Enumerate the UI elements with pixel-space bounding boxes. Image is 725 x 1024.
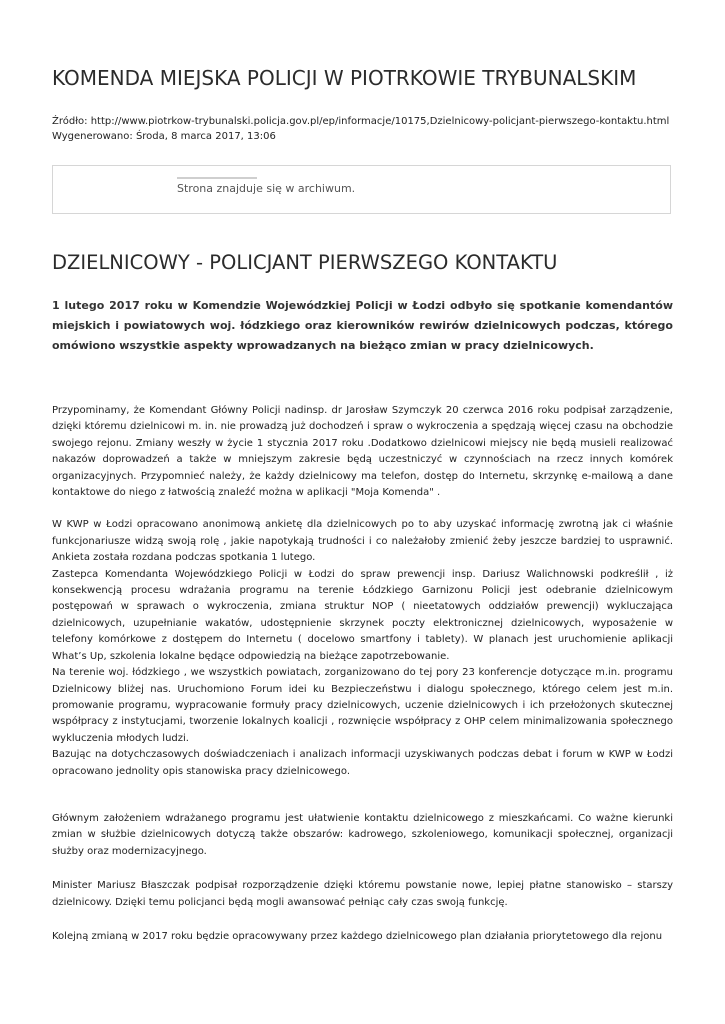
article-paragraph: Minister Mariusz Błaszczak podpisał rozporządzenie dzięki któremu powstanie nowe, lepiej płatne stanowisko – starszy dzielnicowy. Dzięki temu policjanci będą mogli awansować pełniąc cały czas swoją funkcję. (52, 880, 673, 908)
source-url: Źródło: http://www.piotrkow-trybunalski.policja.gov.pl/ep/informacje/10175,Dzielnicowy-policjant-pierwszego-kontaktu.html (52, 116, 670, 127)
article-paragraph: Bazując na dotychczasowych doświadczeniach i analizach informacji uzyskiwanych podczas debat i forum w KWP w Łodzi opracowano jednolity opis stanowiska pracy dzielnicowego. (52, 749, 673, 777)
article-body (52, 403, 673, 945)
article-paragraph: Na terenie woj. łódzkiego , we wszystkich powiatach, zorganizowano do tej pory 23 konferencje dotyczące m.in. programu Dzielnicowy bliżej nas. Uruchomiono Forum idei ku Bezpieczeństwu i dialogu społecznego, którego celem jest m.in. promowanie programu, wypracowanie formuły pracy dzielnicowych, uczenie dzielnicowych i ich przełożonych skutecznej współpracy z instytucjami, tworzenie lokalnych koalicji , rozwnięcie współpracy z OHP celem minimalizowania społecznego wykluczenia młodych ludzi. (52, 667, 673, 744)
article-paragraph: Głównym założeniem wdrażanego programu jest ułatwienie kontaktu dzielnicowego z mieszkańcami. Co ważne kierunki zmian w służbie dzielnicowych dotyczą także obszarów: kadrowego, szkoleniowego, komunikacji społecznej, organizacji służby oraz modernizacyjnego. (52, 812, 673, 857)
archive-notice-box (52, 165, 671, 214)
archive-notice-bar (177, 177, 257, 179)
article-paragraph: Przypominamy, że Komendant Główny Policji nadinsp. dr Jarosław Szymczyk 20 czerwca 2016 roku podpisał zarządzenie, dzięki któremu dzielnicowi m. in. nie prowadzą już dochodzeń i spraw o wykroczenia a spędzają więcej czasu na obchodzie swojego rejonu. Zmiany weszły w życie 1 stycznia 2017 roku .Dodatkowo dzielnicowi miejscy nie będą musieli realizować nakazów doprowadzeń a także w mniejszym zakresie będą uczestniczyć w czynnościach na rzecz innych komórek organizacyjnych. Przypomnieć należy, że każdy dzielnicowy ma telefon, dostęp do Internetu, skrzynkę e-mailową a dane kontaktowe do niego z łatwością znaleźć można w aplikacji "Moja Komenda" . (52, 405, 673, 499)
generated-date: Wygenerowano: Środa, 8 marca 2017, 13:06 (52, 131, 276, 142)
article-lead: 1 lutego 2017 roku w Komendzie Wojewódzkiej Policji w Łodzi odbyło się spotkanie komendantów miejskich i powiatowych woj. łódzkiego oraz kierowników rewirów dzielnicowych podczas, którego omówiono wszystkie aspekty wprowadzanych na bieżąco zmian w pracy dzielnicowych. (52, 299, 673, 352)
article-paragraph: Kolejną zmianą w 2017 roku będzie opracowywany przez każdego dzielnicowego plan działania priorytetowego dla rejonu (52, 930, 663, 942)
article-paragraph: W KWP w Łodzi opracowano anonimową ankietę dla dzielnicowych po to aby uzyskać informację zwrotną jak ci właśnie funkcjonariusze widzą swoją rolę , jakie napotykają trudności i co należałoby zmienić żeby jeszcze bardziej to usprawnić. Ankieta została rozdana podczas spotkania 1 lutego. (52, 519, 673, 564)
document-meta (52, 114, 669, 144)
article-title: DZIELNICOWY - POLICJANT PIERWSZEGO KONTAKTU (52, 251, 558, 274)
site-title: KOMENDA MIEJSKA POLICJI W PIOTRKOWIE TRYBUNALSKIM (52, 66, 637, 90)
article-paragraph: Zastepca Komendanta Wojewódzkiego Policji w Łodzi do spraw prewencji insp. Dariusz Walichnowski podkreślił , iż konsekwencją procesu wdrażania programu na terenie Łódzkiego Garnizonu Policji jest odebranie dzielnicowym postępowań w sprawach o wykroczenia, zmiana struktur NOP ( nieetatowych oddziałów prewencji) wykluczająca dzielnicowych, uzupełnianie wakatów, udostępnienie skrzynek poczty elektronicznej dzielnicowych, wyposażenie w telefony komórkowe z dostępem do Internetu ( docelowo smartfony i tablety). W planach jest uruchomienie aplikacji What’s Up, szkolenia lokalne będące odpowiedzią na bieżące zapotrzebowanie. (52, 568, 673, 662)
archive-notice: Strona znajduje się w archiwum. (177, 182, 356, 195)
